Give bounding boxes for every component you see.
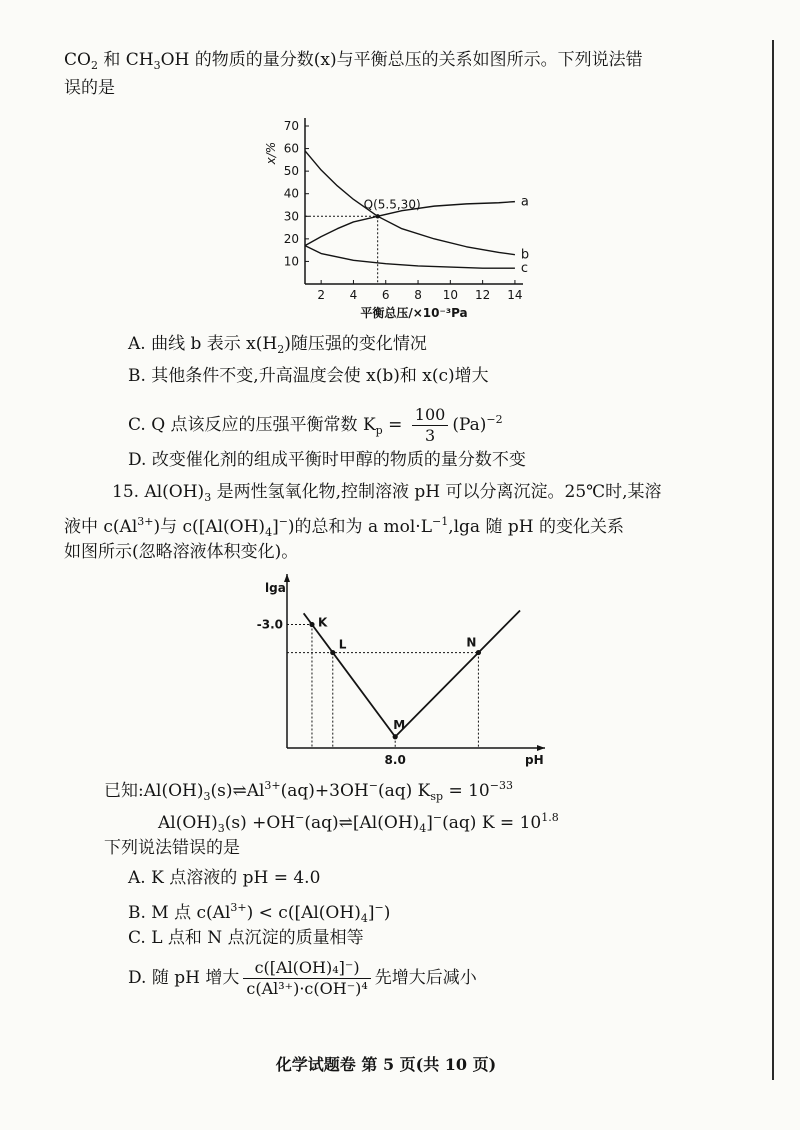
q14-option-a: A. 曲线 b 表示 $x(H_2)$随压强的变化情况 — [128, 334, 427, 356]
point-label-l: L — [338, 637, 347, 652]
q15-option-c: C. L 点和 N 点沉淀的质量相等 — [128, 928, 364, 948]
x-tick-label: 8 — [414, 288, 422, 302]
x-axis-label: 平衡总压/×10⁻³Pa — [360, 306, 468, 320]
y-tick-label: 10 — [283, 254, 299, 269]
x-tick-label: 4 — [349, 288, 358, 302]
margin-rule — [772, 40, 774, 1080]
lga-curve — [304, 610, 520, 736]
x-tick-label: 6 — [381, 288, 390, 302]
x-tick-label: 2 — [317, 288, 325, 302]
kp-fraction: $\frac{100}{3}$ — [412, 405, 449, 446]
point-label-k: K — [317, 615, 328, 630]
q14-intro-line2: 误的是 — [64, 78, 115, 98]
y-axis-label: x/% — [264, 141, 278, 165]
q15-option-a: A. K 点溶液的 pH = 4.0 — [128, 868, 321, 888]
series-label-a: a — [520, 194, 529, 210]
x-tick-label: 12 — [474, 288, 491, 302]
q14-option-c: C. Q 点该反应的压强平衡常数 $K_p$ = $\frac{100}{3}$ $(Pa)^{-2}$ — [128, 405, 503, 445]
x-axis-label: pH — [525, 753, 544, 767]
q15-option-d: D. 随 pH 增大 $\frac{\text{c([Al(OH)₄]⁻)}}{\text{c(Al³⁺)·c(OH⁻)⁴}}$ 先增大后减小 — [128, 958, 477, 998]
q-point-label: Q(5.5,30) — [363, 197, 421, 212]
q-point — [375, 214, 379, 218]
y-tick-label: 40 — [283, 186, 299, 201]
y-tick-label: 30 — [283, 209, 299, 224]
y-tick-label: 20 — [283, 231, 299, 246]
x-tick-label: 10 — [442, 288, 458, 302]
point-label-n: N — [466, 635, 477, 650]
point-n — [476, 650, 481, 655]
q15-stem-line2: 液中 $c(Al^{3+})$与 $c([Al(OH)_4]^-)$的总和为 a $mol\cdot L^{-1},\lg a$ 随 pH 的变化关系 — [64, 515, 624, 539]
q15-option-b: B. M 点 $c(Al^{3+}) < c([Al(OH)_4]^-)$ — [128, 901, 391, 925]
ratio-fraction: $\frac{\text{c([Al(OH)₄]⁻)}}{\text{c(Al³⁺)·c(OH⁻)⁴}}$ — [243, 958, 370, 999]
known-equilibrium-2: $Al(OH)_3(s)$ $+OH^-(aq)\rightleftharpoons[Al(OH)_4]^-(aq) K = 10^{1.8}$ — [158, 811, 559, 835]
point-l — [330, 650, 335, 655]
q15-question: 下列说法错误的是 — [104, 838, 240, 858]
x-tick-label: 8.0 — [384, 753, 406, 767]
y-axis-label: lga — [265, 581, 286, 595]
known-equilibrium-1: 已知$:Al(OH)_3(s)\rightleftharpoons Al^{3+}(aq)+3OH^-(aq) K_{sp} = 10^{-33}$ — [104, 779, 513, 803]
series-label-c: c — [520, 261, 529, 277]
page-footer: 化学试题卷 第 5 页(共 10 页) — [275, 1055, 497, 1074]
series-label-b: b — [520, 247, 530, 263]
pressure-fraction-chart — [255, 112, 545, 322]
y-tick-label: 60 — [283, 141, 299, 156]
q14-option-b: B. 其他条件不变,升高温度会使 x(b)和 x(c)增大 — [128, 366, 489, 386]
point-m — [393, 734, 398, 739]
y-tick-label: 70 — [283, 119, 299, 133]
x-tick-label: 14 — [507, 288, 523, 302]
q14-option-d: D. 改变催化剂的组成平衡时甲醇的物质的量分数不变 — [128, 450, 526, 470]
y-tick-label: 50 — [283, 164, 299, 179]
q14-intro-line1: $CO_2$ 和 $CH_3OH$ 的物质的量分数(x)与平衡总压的关系如图所示。下列说法错 — [64, 50, 643, 72]
lga-ph-chart — [245, 566, 565, 771]
q15-stem-line1: 15. $Al(OH)_3$ 是两性氢氧化物,控制溶液 pH 可以分离沉淀。25℃时,某溶 — [112, 482, 662, 504]
point-label-m: M — [393, 717, 406, 732]
q15-stem-line3: 如图所示(忽略溶液体积变化)。 — [64, 542, 299, 562]
y-tick-label: -3.0 — [256, 617, 283, 632]
point-k — [309, 622, 314, 627]
x-axis-arrow — [537, 745, 545, 751]
